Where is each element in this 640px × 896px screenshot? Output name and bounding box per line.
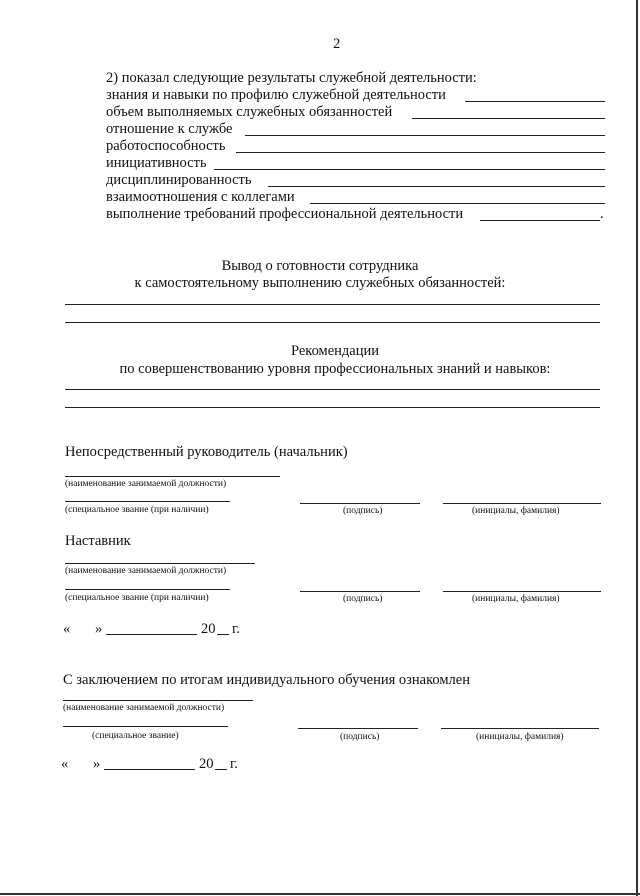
mentor-name-caption: (инициалы, фамилия) <box>472 594 560 604</box>
date1-close-quote: » <box>95 621 103 637</box>
recommendations-title: Рекомендации <box>290 343 380 359</box>
date1-month-line[interactable] <box>106 634 197 635</box>
supervisor-signature-line[interactable] <box>300 503 420 504</box>
result-line-attitude[interactable] <box>245 135 605 136</box>
date1-year-suffix: г. <box>232 621 240 637</box>
ack-signature-line[interactable] <box>298 728 418 729</box>
result-item-attitude: отношение к службе <box>106 121 233 137</box>
date2-month-line[interactable] <box>104 769 195 770</box>
date2-year-prefix: 20 <box>199 756 214 772</box>
result-line-workload[interactable] <box>412 118 605 119</box>
conclusion-subtitle: к самостоятельному выполнению служебных обязанностей: <box>134 275 506 291</box>
result-item-relations: взаимоотношения с коллегами <box>106 189 295 205</box>
conclusion-title: Вывод о готовности сотрудника <box>221 258 419 274</box>
result-line-relations[interactable] <box>310 203 605 204</box>
ack-position-caption: (наименование занимаемой должности) <box>63 703 225 713</box>
result-item-knowledge: знания и навыки по профилю служебной деятельности <box>106 87 446 103</box>
acknowledgement-heading: С заключением по итогам индивидуального обучения ознакомлен <box>63 672 470 688</box>
result-item-initiative: инициативность <box>106 155 207 171</box>
mentor-signature-line[interactable] <box>300 591 420 592</box>
date2-day-field[interactable] <box>70 769 90 770</box>
result-line-knowledge[interactable] <box>465 101 605 102</box>
ack-rank-line[interactable] <box>63 726 228 727</box>
scan-edge-right <box>636 0 638 896</box>
ack-name-line[interactable] <box>441 728 599 729</box>
recommendations-subtitle: по совершенствованию уровня профессиональных знаний и навыков: <box>119 361 551 377</box>
ack-signature-caption: (подпись) <box>340 732 380 742</box>
result-line-initiative[interactable] <box>214 169 605 170</box>
date1-year-prefix: 20 <box>201 621 216 637</box>
result-end-mark: . <box>600 206 604 222</box>
supervisor-heading: Непосредственный руководитель (начальник) <box>65 444 348 460</box>
result-item-workload: объем выполняемых служебных обязанностей <box>106 104 393 120</box>
supervisor-signature-caption: (подпись) <box>343 506 383 516</box>
date2-year-suffix: г. <box>230 756 238 772</box>
supervisor-rank-caption: (специальное звание (при наличии) <box>65 505 209 515</box>
mentor-rank-caption: (специальное звание (при наличии) <box>65 593 209 603</box>
page-number: 2 <box>333 36 341 52</box>
supervisor-position-line[interactable] <box>65 476 280 477</box>
date2-year-line[interactable] <box>215 769 227 770</box>
ack-rank-caption: (специальное звание) <box>92 731 179 741</box>
conclusion-line-2[interactable] <box>65 322 600 323</box>
recommendations-line-2[interactable] <box>65 407 600 408</box>
ack-position-line[interactable] <box>63 700 253 701</box>
mentor-position-line[interactable] <box>65 563 255 564</box>
mentor-heading: Наставник <box>65 533 131 549</box>
date1-day-field[interactable] <box>72 634 92 635</box>
date2-open-quote: « <box>61 756 69 772</box>
mentor-position-caption: (наименование занимаемой должности) <box>65 566 227 576</box>
supervisor-name-caption: (инициалы, фамилия) <box>472 506 560 516</box>
mentor-signature-caption: (подпись) <box>343 594 383 604</box>
recommendations-line-1[interactable] <box>65 389 600 390</box>
supervisor-name-line[interactable] <box>443 503 601 504</box>
supervisor-rank-line[interactable] <box>65 501 230 502</box>
result-item-capacity: работоспособность <box>106 138 226 154</box>
date1-year-line[interactable] <box>217 634 229 635</box>
date1-open-quote: « <box>63 621 71 637</box>
result-item-requirements: выполнение требований профессиональной деятельности <box>106 206 464 222</box>
results-heading: 2) показал следующие результаты служебной деятельности: <box>106 70 477 86</box>
result-line-capacity[interactable] <box>236 152 605 153</box>
mentor-name-line[interactable] <box>443 591 601 592</box>
result-line-discipline[interactable] <box>268 186 605 187</box>
result-item-discipline: дисциплинированность <box>106 172 252 188</box>
date2-close-quote: » <box>93 756 101 772</box>
supervisor-position-caption: (наименование занимаемой должности) <box>65 479 227 489</box>
result-line-requirements[interactable] <box>480 220 600 221</box>
conclusion-line-1[interactable] <box>65 304 600 305</box>
mentor-rank-line[interactable] <box>65 589 230 590</box>
ack-name-caption: (инициалы, фамилия) <box>476 732 564 742</box>
scan-edge-bottom <box>0 893 640 895</box>
